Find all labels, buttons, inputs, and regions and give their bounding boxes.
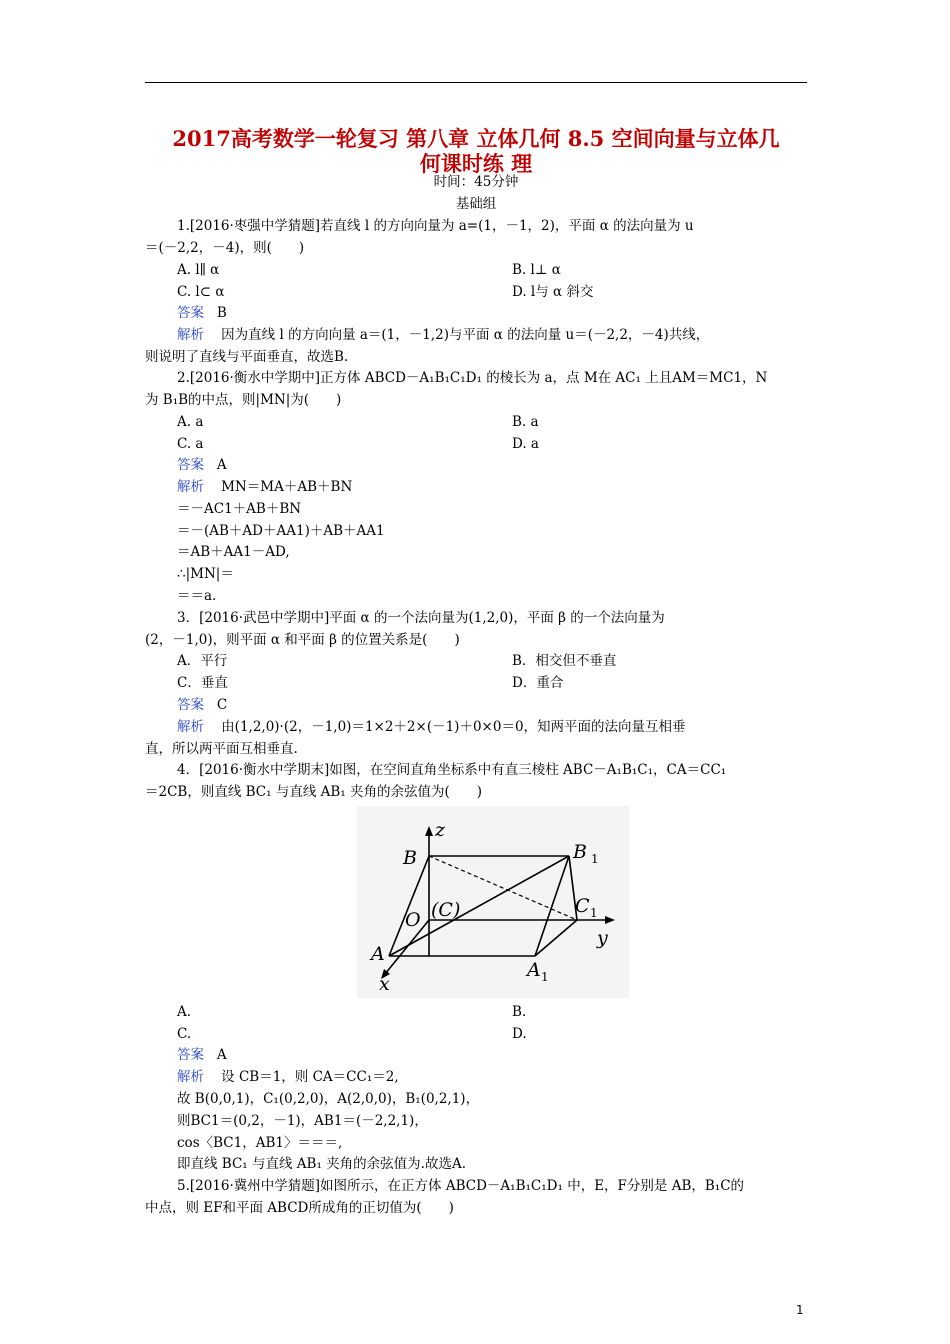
q1-answer: B: [216, 305, 227, 321]
top-rule: [145, 82, 807, 83]
prism-figure: [357, 806, 629, 998]
q4-answer-row: [177, 1046, 227, 1064]
q3-option-a: A．平行: [177, 653, 228, 669]
q4-option-c: C.: [177, 1026, 192, 1042]
q4-analysis-line5: 即直线 BC₁ 与直线 AB₁ 夹角的余弦值为.故选A.: [177, 1156, 466, 1172]
q1-option-b: B. l⊥ α: [512, 262, 561, 278]
q3-answer-row: [177, 696, 227, 714]
answer-label: 答案: [177, 1047, 204, 1063]
q4-analysis-line2: 故 B(0,0,1)，C₁(0,2,0)，A(2,0,0)，B₁(0,2,1)，: [177, 1091, 480, 1107]
q3-analysis-row: [177, 718, 686, 736]
q1-analysis-line1: 因为直线 l 的方向向量 a＝(1，－1,2)与平面 α 的法向量 u＝(－2,2，－4)共线，: [221, 327, 710, 343]
q1-analysis-line2: 则说明了直线与平面垂直，故选B.: [145, 349, 349, 365]
q2-analysis-line4: ＝AB＋AA1－AD,: [177, 544, 290, 560]
doc-title-line2: 何课时练 理: [419, 151, 533, 176]
label-y: y: [597, 927, 608, 949]
answer-label: 答案: [177, 305, 204, 321]
q2-option-b: B. a: [512, 414, 539, 430]
q4-analysis-row: [177, 1068, 399, 1086]
q3-stem-line1: 3．[2016·武邑中学期中]平面 α 的一个法向量为(1,2,0)，平面 β 的一个法向量为: [177, 610, 665, 626]
q1-stem-line2: ＝(－2,2，－4)，则( ): [145, 240, 305, 256]
q2-option-c: C. a: [177, 436, 204, 452]
q2-analysis-line1: MN＝MA＋AB＋BN: [221, 479, 353, 495]
q4-analysis-line3: 则BC1＝(0,2，－1)，AB1＝(－2,2,1)，: [177, 1113, 428, 1129]
time-limit: 时间：45分钟: [433, 174, 519, 190]
label-c: (C): [431, 899, 461, 921]
doc-title-line1: 2017高考数学一轮复习 第八章 立体几何 8.5 空间向量与立体几: [172, 126, 780, 151]
q1-option-d: D. l与 α 斜交: [512, 284, 594, 300]
q2-analysis-line5: ∴|MN|＝: [177, 566, 234, 582]
label-c1-sub: 1: [590, 906, 598, 920]
answer-label: 答案: [177, 697, 204, 713]
q3-option-d: D．重合: [512, 675, 564, 691]
label-z: z: [435, 819, 446, 841]
q2-analysis-line3: ＝－(AB＋AD＋AA1)＋AB＋AA1: [177, 523, 385, 539]
q2-answer-row: [177, 456, 227, 474]
q1-analysis-row: [177, 326, 709, 344]
q4-stem-line1: 4．[2016·衡水中学期末]如图，在空间直角坐标系中有直三棱柱 ABC－A₁B₁C₁，CA＝CC₁: [177, 762, 727, 778]
label-a: A: [371, 943, 385, 965]
q1-option-c: C. l⊂ α: [177, 284, 225, 300]
q3-analysis-line2: 直，所以两平面互相垂直.: [145, 741, 298, 757]
q4-analysis-line1: 设 CB＝1，则 CA＝CC₁＝2,: [221, 1069, 399, 1085]
q2-stem-line1: 2.[2016·衡水中学期中]正方体 ABCD－A₁B₁C₁D₁ 的棱长为 a，点 M在 AC₁ 上且AM＝MC1，N: [177, 370, 768, 386]
analysis-label: 解析: [177, 327, 204, 343]
q5-stem-line1: 5.[2016·冀州中学猜题]如图所示，在正方体 ABCD－A₁B₁C₁D₁ 中，E，F分别是 AB，B₁C的: [177, 1178, 745, 1194]
q2-analysis-line6: ＝＝a.: [177, 588, 217, 604]
label-a1: A: [527, 959, 541, 981]
label-b1: B: [573, 841, 587, 863]
q2-analysis-line2: ＝－AC1＋AB＋BN: [177, 501, 302, 517]
q4-answer: A: [216, 1047, 227, 1063]
q1-answer-row: [177, 304, 227, 322]
q2-answer: A: [216, 457, 227, 473]
page-number: 1: [796, 1303, 804, 1317]
q5-stem-line2: 中点，则 EF和平面 ABCD所成角的正切值为( ): [145, 1200, 454, 1216]
label-a1-sub: 1: [541, 970, 549, 984]
q2-analysis-row: [177, 478, 352, 496]
q3-option-b: B．相交但不垂直: [512, 653, 617, 669]
q2-stem-line2: 为 B₁B的中点，则|MN|为( ): [145, 392, 342, 408]
label-b1-sub: 1: [591, 852, 599, 866]
label-c1: C: [575, 895, 590, 917]
analysis-label: 解析: [177, 719, 204, 735]
q3-stem-line2: (2，－1,0)，则平面 α 和平面 β 的位置关系是( ): [145, 632, 460, 648]
label-o: O: [405, 909, 421, 931]
analysis-label: 解析: [177, 479, 204, 495]
q3-option-c: C．垂直: [177, 675, 228, 691]
q1-option-a: A. l∥ α: [177, 262, 220, 278]
analysis-label: 解析: [177, 1069, 204, 1085]
q4-analysis-line4: cos〈BC1，AB1〉＝＝＝,: [177, 1135, 343, 1151]
q4-option-d: D.: [512, 1026, 527, 1042]
q3-answer: C: [216, 697, 228, 713]
q3-analysis-line1: 由(1,2,0)·(2，－1,0)＝1×2＋2×(－1)＋0×0＝0，知两平面的法向量互相垂: [221, 719, 686, 735]
q4-stem-line2: ＝2CB，则直线 BC₁ 与直线 AB₁ 夹角的余弦值为( ): [145, 784, 483, 800]
q2-option-a: A. a: [177, 414, 204, 430]
q2-option-d: D. a: [512, 436, 539, 452]
label-b: B: [403, 847, 417, 869]
section-heading: 基础组: [455, 196, 497, 212]
answer-label: 答案: [177, 457, 204, 473]
label-x: x: [379, 973, 390, 995]
q4-option-b: B.: [512, 1004, 527, 1020]
q1-stem-line1: 1.[2016·枣强中学猜题]若直线 l 的方向向量为 a=(1，－1，2)，平面 α 的法向量为 u: [177, 218, 694, 234]
q4-option-a: A.: [177, 1004, 192, 1020]
